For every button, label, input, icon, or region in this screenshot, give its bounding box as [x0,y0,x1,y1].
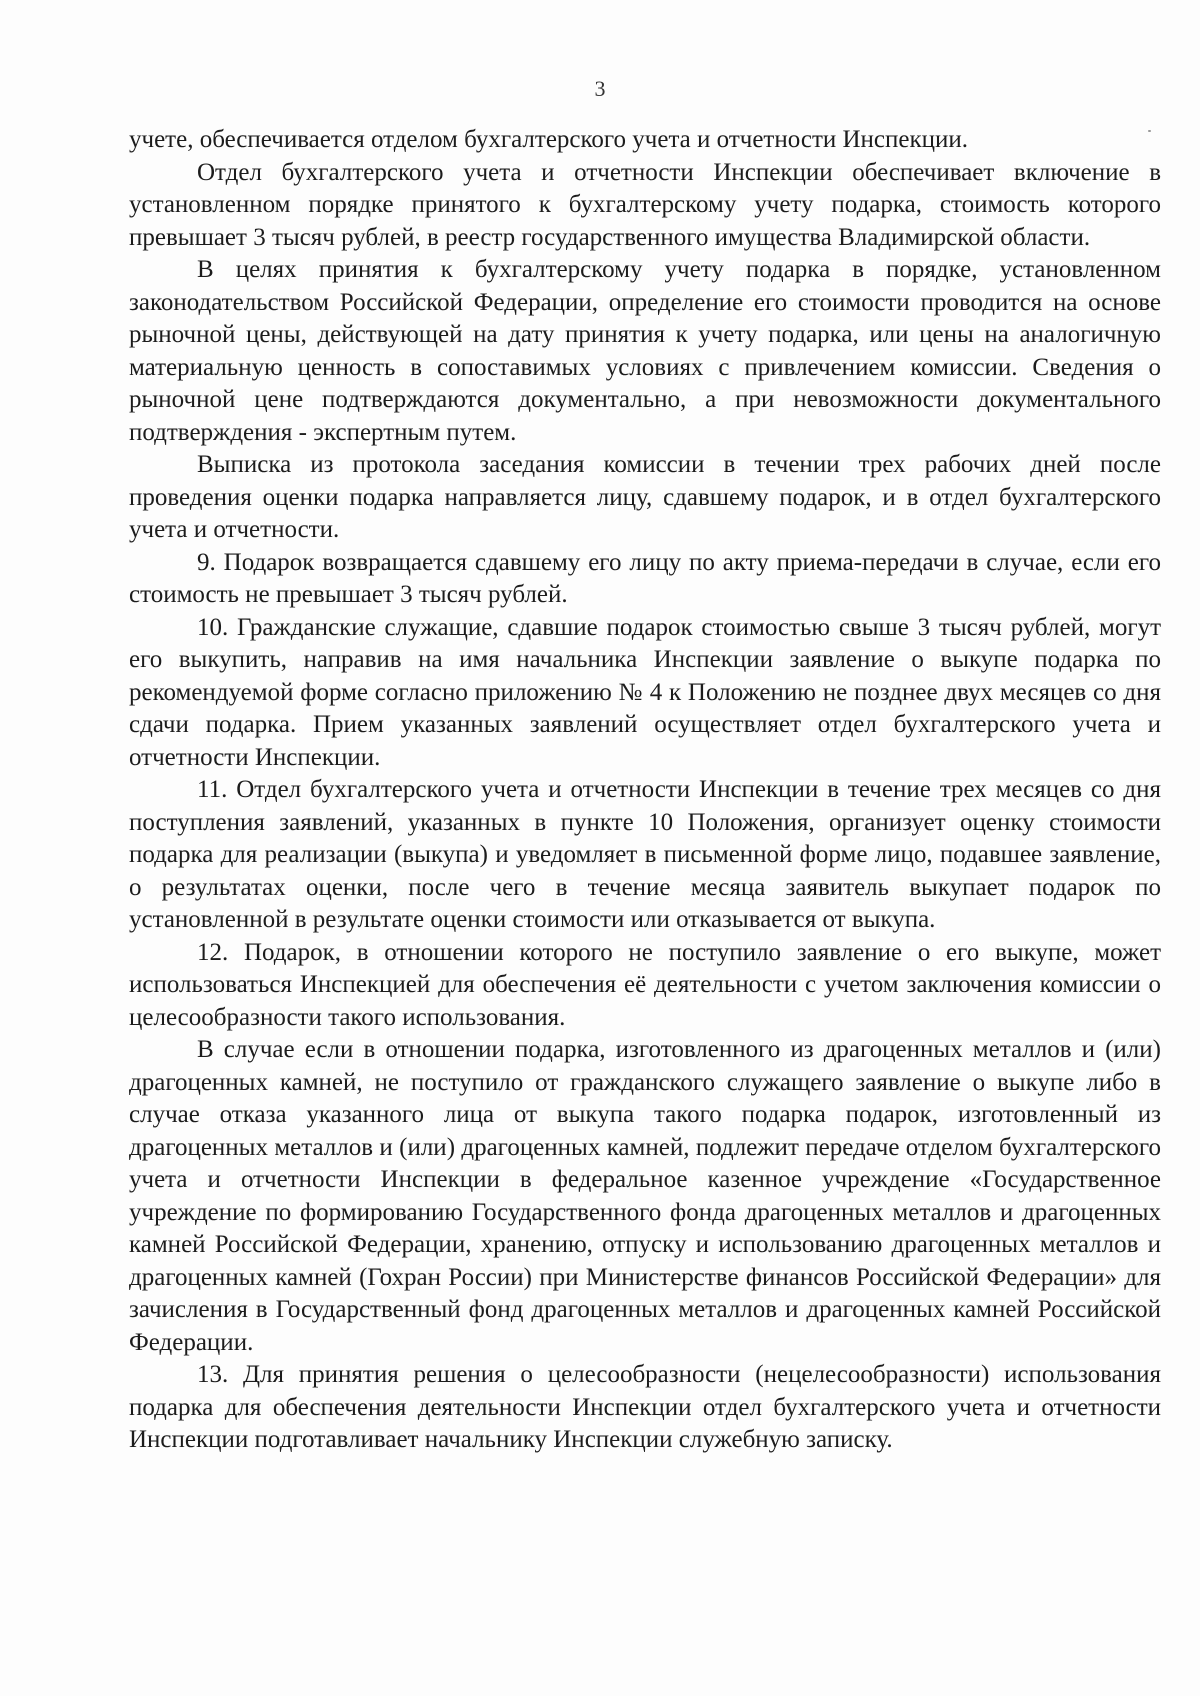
paragraph-protocol-extract: Выписка из протокола заседания комиссии в течении трех рабочих дней после проведения оценки подарка направляется лицу, сдавшему подарок, и в отдел бухгалтерского учета и отчетности. [129,451,1161,543]
paragraph-valuation: В целях принятия к бухгалтерскому учету подарка в порядке, установленном законодательством Российской Федерации, определение его стоимости проводится на основе рыночной цены, действующей на дату принятия к учету подарка, или цены на аналогичную материальную ценность в сопоставимых условиях с привлечением комиссии. Сведения о рыночной цене подтверждаются документально, а при невозможности документального подтверждения - экспертным путем. [129,256,1161,446]
paragraph-precious-metals: В случае если в отношении подарка, изготовленного из драгоценных металлов и (или) драгоценных камней, не поступило от гражданского служащего заявление о выкупе либо в случае отказа указанного лица от выкупа такого подарка подарок, изготовленный из драгоценных металлов и (или) драгоценных камней, подлежит передаче отделом бухгалтерского учета и отчетности Инспекции в федеральное казенное учреждение «Государственное учреждение по формированию Государственного фонда драгоценных металлов и драгоценных камней Российской Федерации, хранению, отпуску и использованию драгоценных металлов и драгоценных камней (Гохран России) при Министерстве финансов Российской Федерации» для зачисления в Государственный фонд драгоценных металлов и драгоценных камней Российской Федерации. [129,1036,1161,1356]
paragraph-item-11: 11. Отдел бухгалтерского учета и отчетности Инспекции в течение трех месяцев со дня поступления заявлений, указанных в пункте 10 Положения, организует оценку стоимости подарка для реализации (выкупа) и уведомляет в письменной форме лицо, подавшее заявление, о результатах оценки, после чего в течение месяца заявитель выкупает подарок по установленной в результате оценки стоимости или отказывается от выкупа. [129,776,1161,933]
paragraph-item-10: 10. Гражданские служащие, сдавшие подарок стоимостью свыше 3 тысяч рублей, могут его выкупить, направив на имя начальника Инспекции заявление о выкупе подарка по рекомендуемой форме согласно приложению № 4 к Положению не позднее двух месяцев со дня сдачи подарка. Прием указанных заявлений осуществляет отдел бухгалтерского учета и отчетности Инспекции. [129,613,1161,771]
paragraph-item-12: 12. Подарок, в отношении которого не поступило заявление о его выкупе, может использоваться Инспекцией для обеспечения её деятельности с учетом заключения комиссии о целесообразности такого использования. [129,938,1161,1031]
paragraph-item-13: 13. Для принятия решения о целесообразности (нецелесообразности) использования подарка для обеспечения деятельности Инспекции отдел бухгалтерского учета и отчетности Инспекции подготавливает начальнику Инспекции служебную записку. [129,1361,1161,1453]
paragraph-register-inclusion: Отдел бухгалтерского учета и отчетности Инспекции обеспечивает включение в установленном порядке принятого к бухгалтерскому учету подарка, стоимость которого превышает 3 тысяч рублей, в реестр государственного имущества Владимирской области. [129,158,1161,251]
paragraph-continuation: учете, обеспечивается отделом бухгалтерского учета и отчетности Инспекции. [129,126,969,153]
document-body [129,124,1161,1457]
paragraph-item-9: 9. Подарок возвращается сдавшему его лицу по акту приема-передачи в случае, если его стоимость не превышает 3 тысяч рублей. [129,548,1161,608]
page-number: 3 [594,76,606,101]
